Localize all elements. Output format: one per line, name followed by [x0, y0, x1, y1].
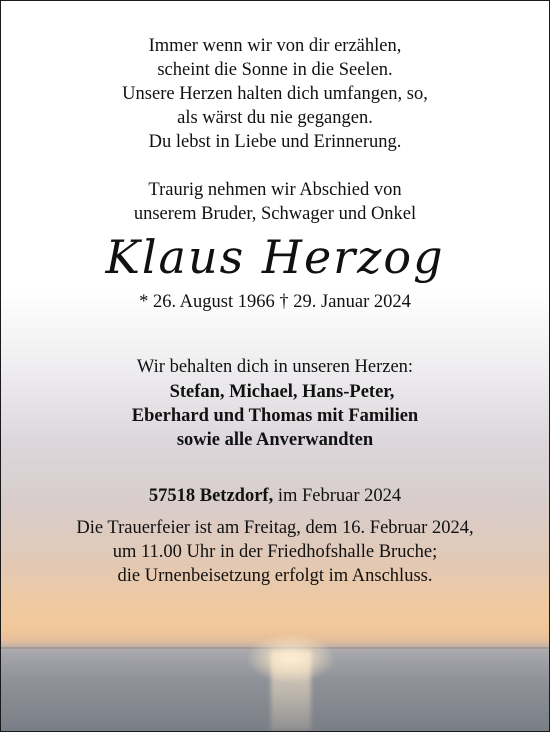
mourner-line: Stefan, Michael, Hans-Peter,	[169, 382, 395, 402]
intro-line: unserem Bruder, Schwager und Onkel	[133, 204, 417, 224]
place-name: 57518 Betzdorf,	[148, 486, 274, 506]
mourner-line: sowie alle Anverwandten	[176, 430, 374, 450]
poem-line: Du lebst in Liebe und Erinnerung.	[148, 132, 402, 152]
funeral-line: um 11.00 Uhr in der Friedhofshalle Bruche;	[112, 542, 438, 562]
sun-reflection-image	[271, 651, 311, 731]
mourner-line: Eberhard und Thomas mit Familien	[131, 406, 419, 426]
funeral-line: die Urnenbeisetzung erfolgt im Anschluss.	[117, 566, 433, 586]
life-dates: * 26. August 1966 † 29. Januar 2024	[139, 292, 411, 312]
poem-line: Immer wenn wir von dir erzählen,	[148, 36, 402, 56]
place-date	[1, 485, 549, 507]
poem-line: als wärst du nie gegangen.	[177, 108, 373, 128]
mourners-intro: Wir behalten dich in unseren Herzen:	[136, 357, 414, 377]
intro-line: Traurig nehmen wir Abschied von	[148, 180, 402, 200]
poem-line: Unsere Herzen halten dich umfangen, so,	[122, 84, 428, 104]
place-date-text: im Februar 2024	[273, 486, 402, 506]
poem-line: scheint die Sonne in die Seelen.	[157, 60, 393, 80]
funeral-line: Die Trauerfeier ist am Freitag, dem 16. Februar 2024,	[76, 518, 474, 538]
deceased-name: Klaus Herzog	[105, 230, 445, 284]
